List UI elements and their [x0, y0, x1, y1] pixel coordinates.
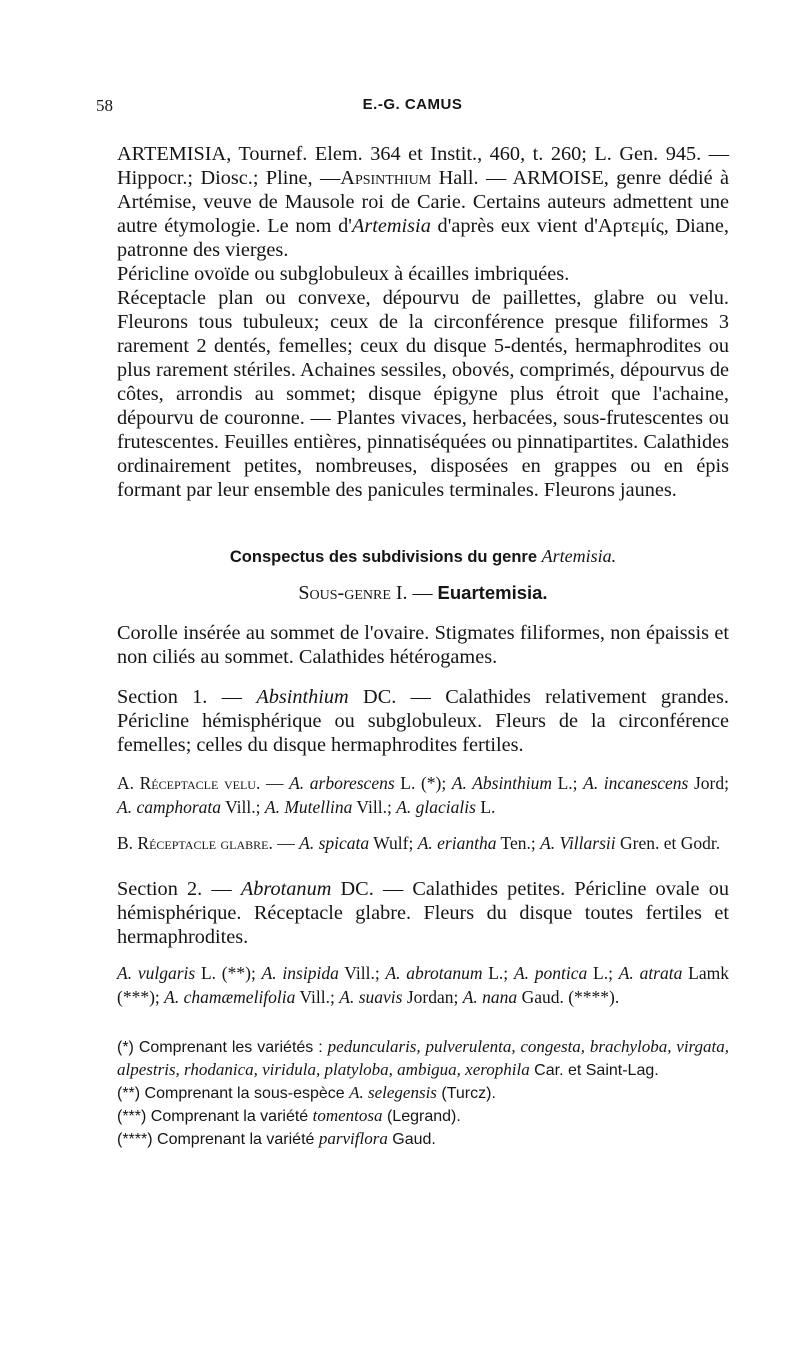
description-pericline: Péricline ovoïde ou subglobuleux à écailles imbriquées. [117, 263, 570, 285]
section-1-description: Section 1. — Absinthium DC. — Calathides relativement grandes. Péricline hémisphérique ou subglobuleux. Fleurs de la circonférence femelles; celles du disque hermaphrodites fertiles. [117, 686, 729, 756]
footnote-1: (*) Comprenant les variétés : peduncularis, pulverulenta, congesta, brachyloba, virgata, alpestris, rhodanica, viridula, platyloba, ambigua, xerophila Car. et Saint-Lag. [117, 1037, 729, 1079]
artemisia-italic: Artemisia [351, 215, 431, 237]
description-receptacle: Réceptacle plan ou convexe, dépourvu de paillettes, glabre ou velu. Fleurons tous tubuleux; ceux de la circonférence presque filiformes 3 rarement 2 dentés, femelles; ceux du disque 5-dentés, hermaphrodites ou plus rarement stériles. Achaines sessiles, obovés, comprimés, dépourvus de côtes, arrondis au sommet; disque épigyne plus étroit que l'achaine, dépourvu de couronne. — Plantes vivaces, herbacées, sous-frutescentes ou frutescentes. Feuilles entières, pinnatiséquées ou pinnatipartites. Calathides ordinairement petites, nombreuses, disposées en grappes ou en épis formant par leur ensemble des panicules terminales. Fleurons jaunes. [117, 287, 729, 501]
subgenus-heading: Sous-genre I. — Euartemisia. [298, 582, 548, 604]
page-number: 58 [96, 96, 113, 115]
section-2-species: A. vulgaris L. (**); A. insipida Vill.; A. abrotanum L.; A. pontica L.; A. atrata Lamk (***); A. chamæmelifolia Vill.; A. suavis Jordan; A. nana Gaud. (****). [117, 963, 729, 1007]
footnote-3: (***) Comprenant la variété tomentosa (Legrand). [117, 1106, 461, 1125]
genus-intro: ARTEMISIA, Tournef. Elem. 364 et Instit., 460, t. 260; L. Gen. 945. — Hippocr.; Diosc.; Pline, —Apsinthium Hall. — ARMOISE, genre dédié à Artémise, veuve de Mausole roi de Carie. Certains auteurs admettent une autre étymologie. Le nom d'Artemisia d'après eux vient d'Αρτεμίς, Diane, patronne des vierges. [117, 143, 730, 261]
page-header [96, 96, 729, 120]
page-body [117, 142, 729, 1151]
group-b-species: B. Réceptacle glabre. — A. spicata Wulf; A. eriantha Ten.; A. Villarsii Gren. et Godr. [117, 833, 721, 853]
subgenus-description: Corolle insérée au sommet de l'ovaire. Stigmates filiformes, non épaissis et non ciliés au sommet. Calathides hétérogames. [117, 622, 729, 668]
footnote-2: (**) Comprenant la sous-espèce A. selegensis (Turcz). [117, 1083, 496, 1102]
group-a-species: A. Réceptacle velu. — A. arborescens L. (*); A. Absinthium L.; A. incanescens Jord; A. camphorata Vill.; A. Mutellina Vill.; A. glacialis L. [117, 773, 729, 817]
footnotes [117, 1036, 729, 1151]
footnote-4: (****) Comprenant la variété parviflora Gaud. [117, 1129, 436, 1148]
section-2-description: Section 2. — Abrotanum DC. — Calathides petites. Péricline ovale ou hémisphérique. Réceptacle glabre. Fleurs du disque toutes fertiles et hermaphrodites. [117, 878, 729, 948]
genus-name: ARTEMISIA [117, 143, 227, 165]
apsinthium-term: Apsinthium [340, 167, 432, 189]
running-head: E.-G. CAMUS [362, 96, 463, 113]
conspectus-title: Conspectus des subdivisions du genre Artemisia. [229, 546, 617, 566]
